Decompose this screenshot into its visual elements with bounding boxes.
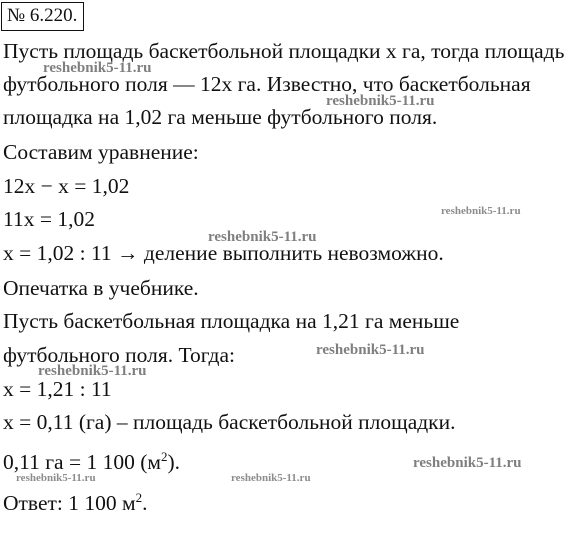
watermark: reshebnik5-11.ru	[316, 342, 425, 358]
answer-text: Ответ: 1 100 м	[3, 491, 136, 515]
watermark: reshebnik5-11.ru	[441, 205, 521, 217]
solution-line-1: Пусть площадь баскетбольной площадки x га, тогда площадь	[3, 39, 565, 63]
solution-line-2: футбольного поля — 12x га. Известно, что баскетбольная	[3, 72, 531, 96]
solution-line-3: площадка на 1,02 га меньше футбольного поля.	[3, 105, 438, 129]
equation-line-5: x = 0,11 (га) – площадь баскетбольной площадки.	[3, 410, 456, 434]
watermark: reshebnik5-11.ru	[43, 60, 152, 76]
watermark: reshebnik5-11.ru	[326, 93, 435, 109]
conversion-text: 0,11 га = 1 100 (м	[3, 450, 161, 474]
answer-line	[3, 490, 147, 516]
conversion-superscript: 2	[160, 449, 168, 464]
problem-number-badge: № 6.220.	[1, 2, 84, 31]
equation-line-4: x = 1,21 : 11	[3, 377, 112, 401]
typo-note: Опечатка в учебнике.	[3, 276, 199, 300]
solution-line-9: Пусть баскетбольная площадка на 1,21 га меньше	[3, 309, 460, 333]
equation-line-1: 12x − x = 1,02	[3, 174, 130, 198]
equation-line-3: x = 1,02 : 11 → деление выполнить невозможно.	[3, 241, 444, 265]
conversion-suffix: ).	[167, 450, 181, 474]
solution-line-10: футбольного поля. Тогда:	[3, 343, 235, 367]
watermark: reshebnik5-11.ru	[38, 363, 147, 379]
watermark: reshebnik5-11.ru	[208, 229, 317, 245]
solution-line-4: Составим уравнение:	[3, 140, 199, 164]
answer-suffix: .	[142, 491, 148, 515]
answer-superscript: 2	[135, 490, 143, 505]
watermark: reshebnik5-11.ru	[413, 455, 522, 471]
equation-line-2: 11x = 1,02	[3, 207, 95, 231]
watermark: reshebnik5-11.ru	[231, 472, 311, 484]
watermark: reshebnik5-11.ru	[16, 472, 96, 484]
